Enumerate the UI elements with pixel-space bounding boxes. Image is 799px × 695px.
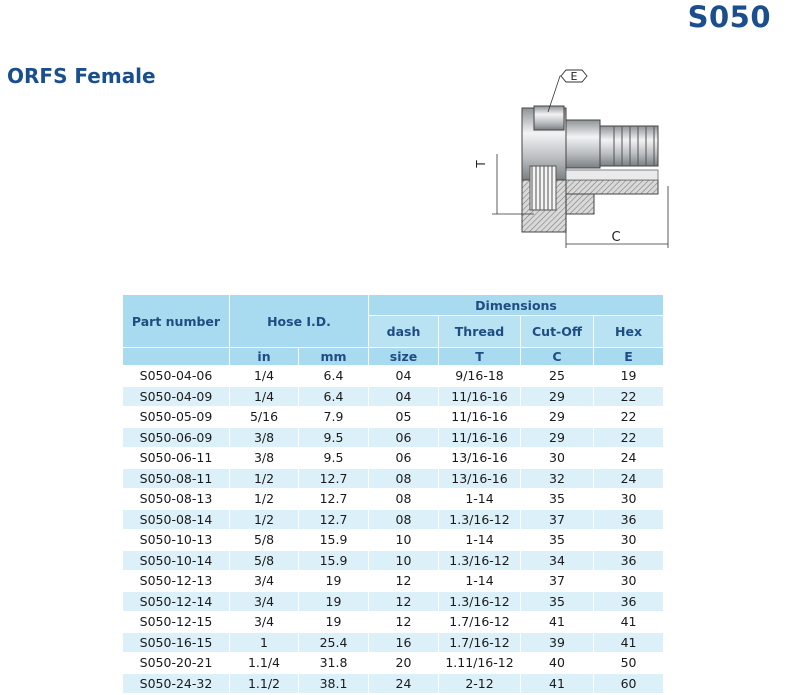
unit-e: E (594, 348, 664, 366)
cell-part-number: S050-06-09 (123, 427, 230, 448)
cell-hose-in: 3/8 (230, 448, 299, 469)
header-part-number: Part number (123, 295, 230, 348)
cell-hose-in: 3/8 (230, 427, 299, 448)
header-dimensions: Dimensions (369, 295, 664, 316)
cell-part-number: S050-04-09 (123, 386, 230, 407)
cell-hose-mm: 6.4 (299, 386, 369, 407)
cell-dash: 05 (369, 407, 439, 428)
cell-cutoff: 37 (521, 571, 594, 592)
cell-cutoff: 29 (521, 386, 594, 407)
cell-hose-in: 1.1/2 (230, 673, 299, 694)
table-row (123, 489, 664, 510)
cell-thread: 11/16-16 (439, 427, 521, 448)
cell-hex: 24 (594, 468, 664, 489)
cell-hex: 36 (594, 550, 664, 571)
table-row (123, 468, 664, 489)
cell-cutoff: 34 (521, 550, 594, 571)
cell-dash: 10 (369, 530, 439, 551)
cell-hex: 30 (594, 571, 664, 592)
table-row (123, 448, 664, 469)
cell-thread: 1.3/16-12 (439, 591, 521, 612)
cell-hose-in: 1/4 (230, 386, 299, 407)
cell-thread: 11/16-16 (439, 386, 521, 407)
cell-cutoff: 40 (521, 653, 594, 674)
label-e-marker (561, 70, 587, 83)
cell-hose-mm: 19 (299, 591, 369, 612)
table-row (123, 366, 664, 387)
unit-mm: mm (299, 348, 369, 366)
cell-dash: 06 (369, 427, 439, 448)
unit-in: in (230, 348, 299, 366)
cell-hose-in: 5/8 (230, 550, 299, 571)
cell-hose-mm: 7.9 (299, 407, 369, 428)
cell-dash: 04 (369, 386, 439, 407)
cell-hex: 22 (594, 407, 664, 428)
unit-c: C (521, 348, 594, 366)
cell-cutoff: 35 (521, 489, 594, 510)
cell-hex: 22 (594, 386, 664, 407)
header-hose-id: Hose I.D. (230, 295, 369, 348)
table-row (123, 632, 664, 653)
cell-cutoff: 41 (521, 673, 594, 694)
cell-hose-mm: 12.7 (299, 509, 369, 530)
cell-cutoff: 32 (521, 468, 594, 489)
cell-dash: 10 (369, 550, 439, 571)
cell-dash: 12 (369, 571, 439, 592)
unit-blank (123, 348, 230, 366)
cell-hex: 22 (594, 427, 664, 448)
cell-thread: 13/16-16 (439, 468, 521, 489)
cell-hose-in: 5/8 (230, 530, 299, 551)
cell-cutoff: 29 (521, 407, 594, 428)
header-thread: Thread (439, 316, 521, 348)
cell-dash: 08 (369, 509, 439, 530)
cell-hose-mm: 12.7 (299, 489, 369, 510)
cell-part-number: S050-16-15 (123, 632, 230, 653)
cell-hex: 36 (594, 591, 664, 612)
cell-dash: 08 (369, 468, 439, 489)
cell-hex: 60 (594, 673, 664, 694)
cell-hose-mm: 19 (299, 571, 369, 592)
cell-cutoff: 25 (521, 366, 594, 387)
cell-cutoff: 35 (521, 530, 594, 551)
cell-thread: 1.3/16-12 (439, 550, 521, 571)
cell-hex: 36 (594, 509, 664, 530)
cell-thread: 13/16-16 (439, 448, 521, 469)
fitting-drawing (474, 66, 674, 261)
unit-t: T (439, 348, 521, 366)
cell-dash: 04 (369, 366, 439, 387)
table-row (123, 386, 664, 407)
cell-hex: 30 (594, 530, 664, 551)
cell-hex: 30 (594, 489, 664, 510)
cell-hose-in: 5/16 (230, 407, 299, 428)
cell-hex: 41 (594, 612, 664, 633)
cell-cutoff: 35 (521, 591, 594, 612)
cell-part-number: S050-10-14 (123, 550, 230, 571)
unit-size: size (369, 348, 439, 366)
cell-dash: 24 (369, 673, 439, 694)
cell-hose-mm: 9.5 (299, 427, 369, 448)
cell-part-number: S050-08-11 (123, 468, 230, 489)
label-e: E (570, 70, 578, 83)
table-row (123, 530, 664, 551)
cell-part-number: S050-12-14 (123, 591, 230, 612)
cell-hose-mm: 15.9 (299, 530, 369, 551)
header-hex: Hex (594, 316, 664, 348)
cell-thread: 1-14 (439, 489, 521, 510)
table-row (123, 591, 664, 612)
cell-hex: 19 (594, 366, 664, 387)
cell-dash: 12 (369, 612, 439, 633)
cell-cutoff: 39 (521, 632, 594, 653)
cell-thread: 1-14 (439, 571, 521, 592)
cell-dash: 16 (369, 632, 439, 653)
cell-thread: 1.3/16-12 (439, 509, 521, 530)
table-row (123, 571, 664, 592)
table-row (123, 612, 664, 633)
cell-part-number: S050-10-13 (123, 530, 230, 551)
label-t: T (474, 160, 488, 168)
header-dash: dash (369, 316, 439, 348)
cell-hose-in: 3/4 (230, 571, 299, 592)
cell-hose-in: 1/2 (230, 509, 299, 530)
cell-part-number: S050-20-21 (123, 653, 230, 674)
cell-hose-mm: 31.8 (299, 653, 369, 674)
header-cutoff: Cut-Off (521, 316, 594, 348)
cell-part-number: S050-06-11 (123, 448, 230, 469)
cell-hex: 50 (594, 653, 664, 674)
cell-hose-in: 3/4 (230, 612, 299, 633)
cell-dash: 08 (369, 489, 439, 510)
cell-hose-in: 1/2 (230, 468, 299, 489)
cell-dash: 20 (369, 653, 439, 674)
table-row (123, 673, 664, 694)
cell-hose-in: 1/4 (230, 366, 299, 387)
cell-hose-mm: 19 (299, 612, 369, 633)
cell-thread: 11/16-16 (439, 407, 521, 428)
table-row (123, 407, 664, 428)
fitting-section (522, 166, 658, 232)
product-code: S050 (687, 0, 771, 34)
table-row (123, 550, 664, 571)
cell-hose-in: 1/2 (230, 489, 299, 510)
cell-thread: 1.11/16-12 (439, 653, 521, 674)
cell-part-number: S050-08-13 (123, 489, 230, 510)
cell-cutoff: 30 (521, 448, 594, 469)
cell-hose-in: 1.1/4 (230, 653, 299, 674)
table-row (123, 509, 664, 530)
cell-part-number: S050-05-09 (123, 407, 230, 428)
cell-hose-in: 1 (230, 632, 299, 653)
cell-cutoff: 29 (521, 427, 594, 448)
cell-hose-mm: 15.9 (299, 550, 369, 571)
cell-part-number: S050-12-13 (123, 571, 230, 592)
cell-part-number: S050-24-32 (123, 673, 230, 694)
cell-thread: 2-12 (439, 673, 521, 694)
cell-hose-mm: 6.4 (299, 366, 369, 387)
cell-thread: 1.7/16-12 (439, 632, 521, 653)
cell-hex: 24 (594, 448, 664, 469)
cell-hose-mm: 9.5 (299, 448, 369, 469)
cell-hose-mm: 12.7 (299, 468, 369, 489)
table-row (123, 653, 664, 674)
cell-thread: 1-14 (439, 530, 521, 551)
cell-dash: 12 (369, 591, 439, 612)
label-c: C (611, 230, 621, 245)
spec-table (122, 294, 664, 694)
table-row (123, 427, 664, 448)
cell-cutoff: 41 (521, 612, 594, 633)
cell-dash: 06 (369, 448, 439, 469)
cell-part-number: S050-04-06 (123, 366, 230, 387)
cell-part-number: S050-12-15 (123, 612, 230, 633)
cell-cutoff: 37 (521, 509, 594, 530)
cell-hose-mm: 25.4 (299, 632, 369, 653)
cell-hex: 41 (594, 632, 664, 653)
cell-thread: 1.7/16-12 (439, 612, 521, 633)
cell-thread: 9/16-18 (439, 366, 521, 387)
cell-hose-mm: 38.1 (299, 673, 369, 694)
cell-part-number: S050-08-14 (123, 509, 230, 530)
page-title: ORFS Female (7, 64, 156, 88)
cell-hose-in: 3/4 (230, 591, 299, 612)
